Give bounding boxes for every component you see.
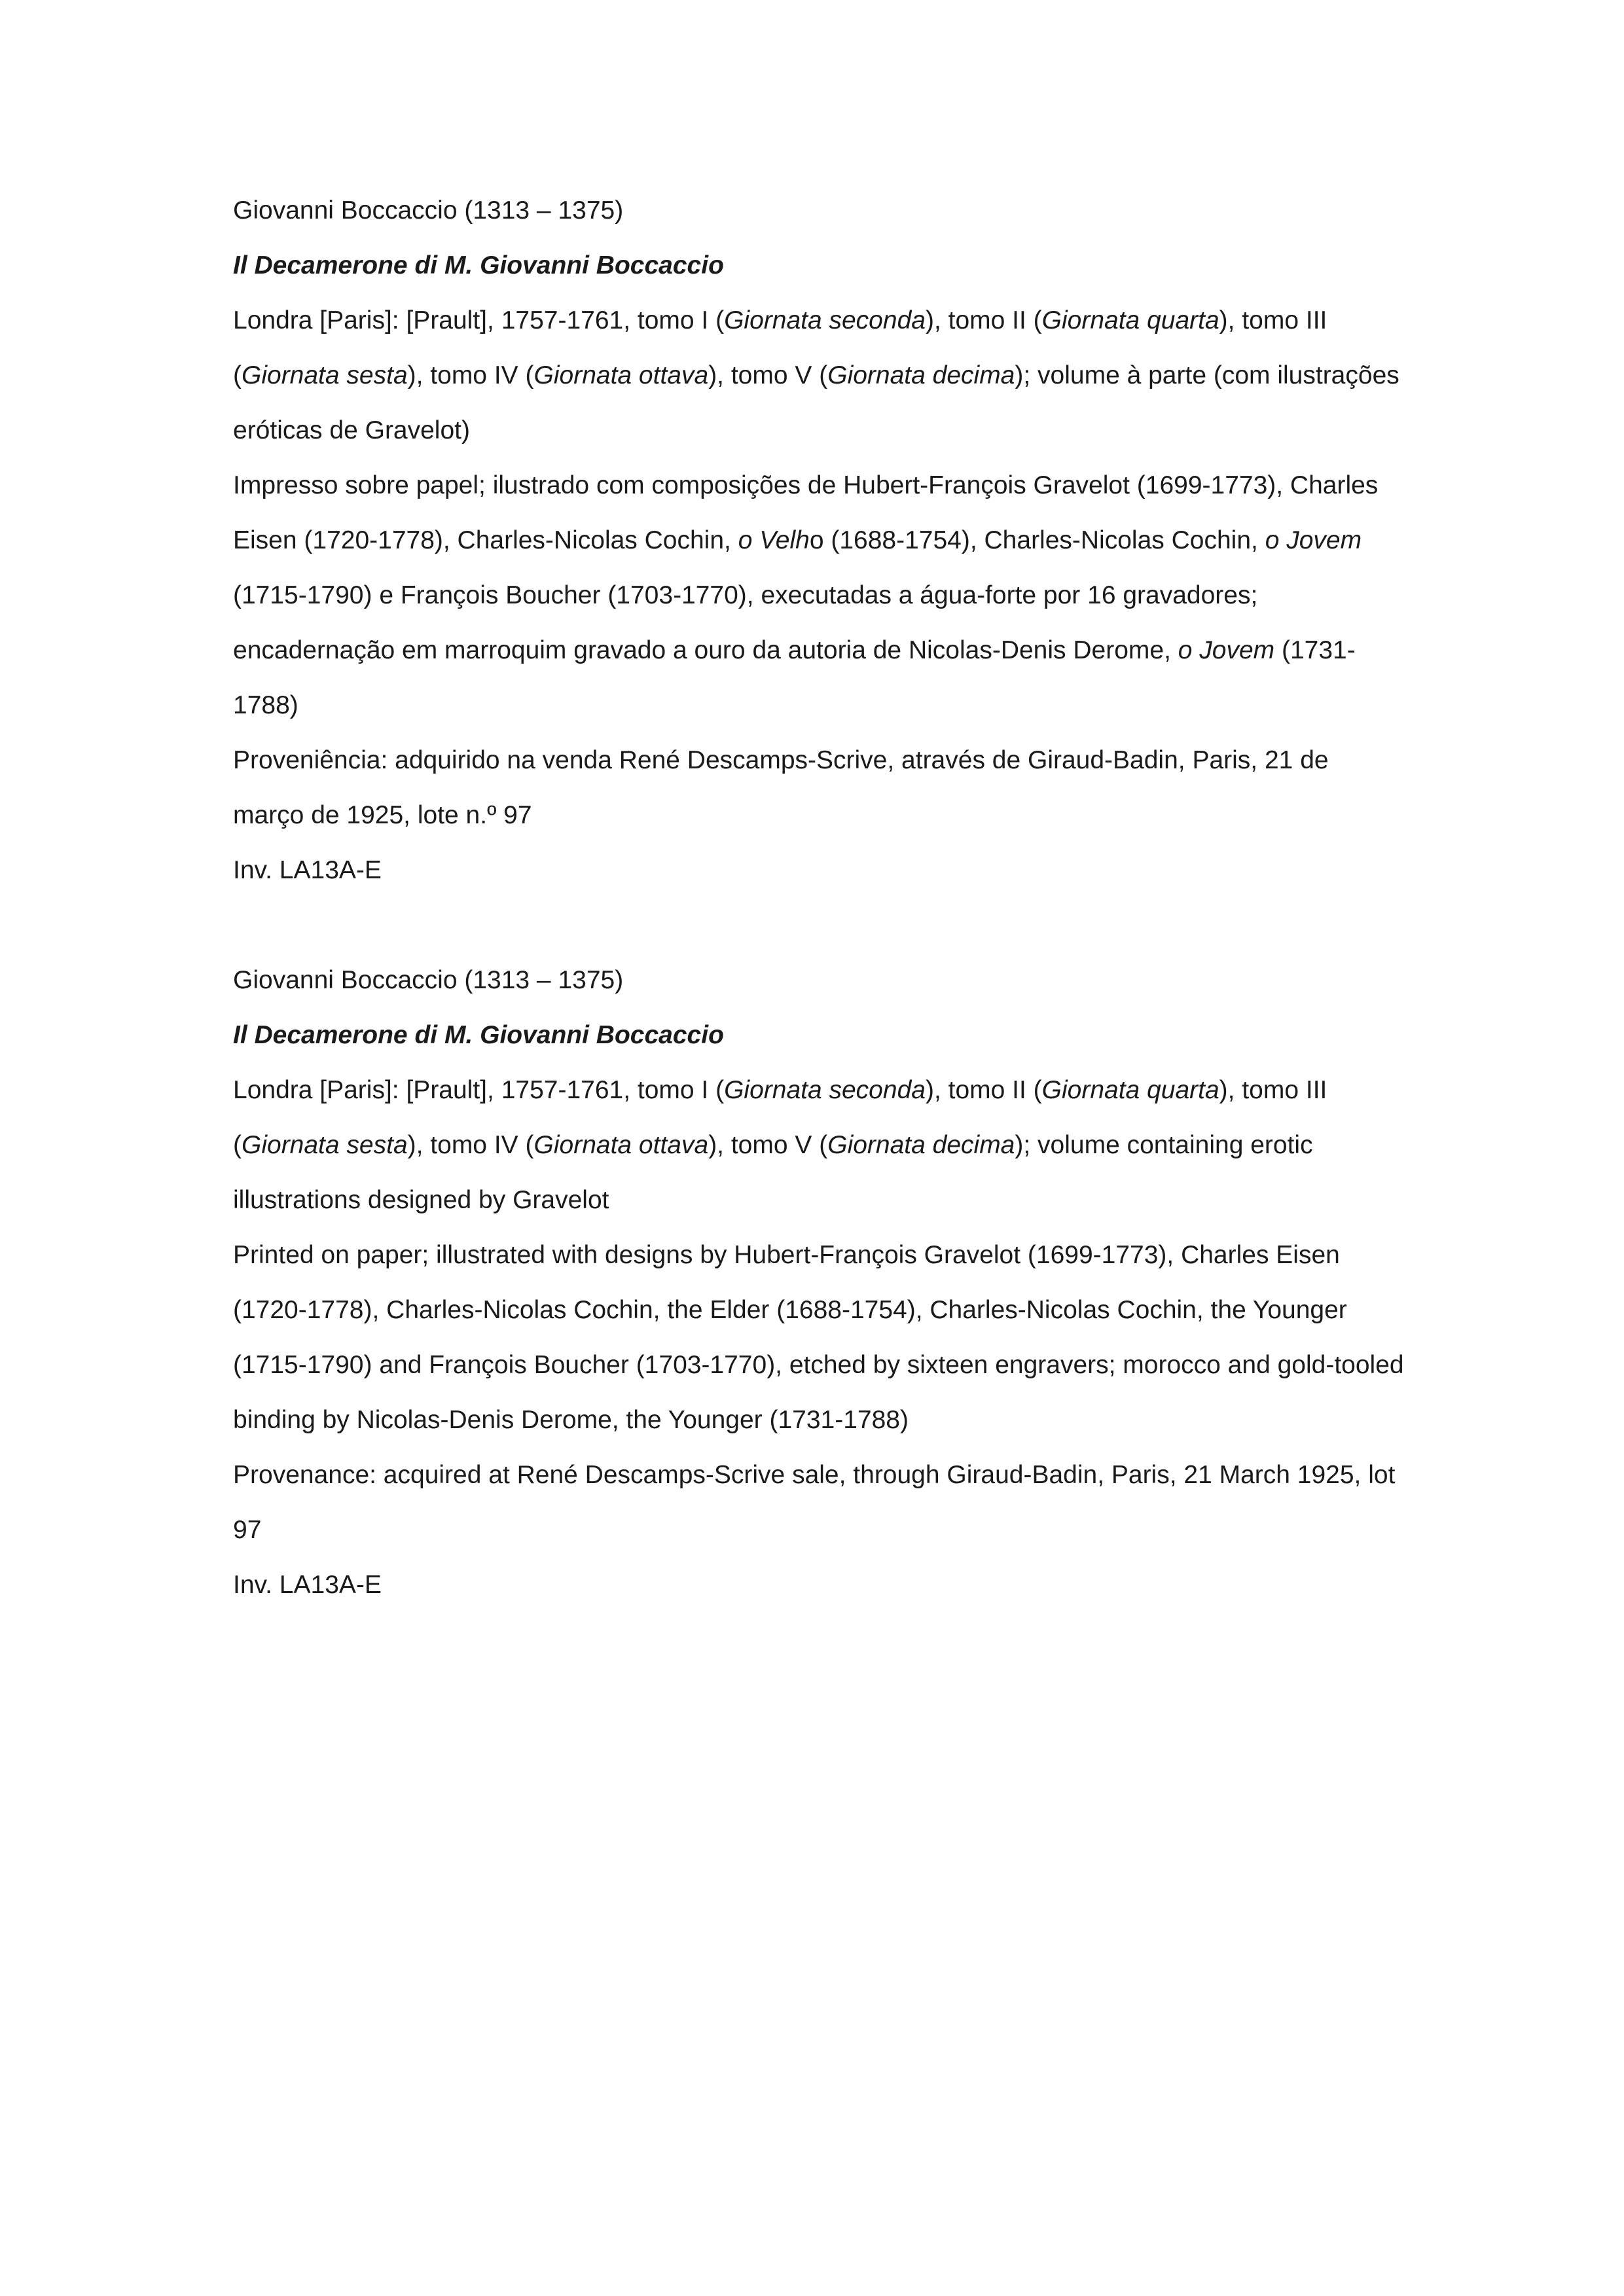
author-line: Giovanni Boccaccio (1313 – 1375) [233, 196, 624, 224]
description-italic: o Jovem [1265, 526, 1362, 554]
imprint-text: Londra [Paris]: [Prault], 1757-1761, tomo I ( [233, 1076, 725, 1104]
volume-title: Giornata ottava [533, 361, 709, 389]
volume-title: Giornata decima [827, 361, 1015, 389]
imprint-text: ), tomo IV ( [407, 1131, 534, 1159]
inventory-line: Inv. LA13A-E [233, 856, 382, 884]
imprint-text: ); volume à parte (com ilustrações eróticas de Gravelot) [233, 361, 1399, 444]
catalog-entry-pt [233, 183, 1405, 898]
volume-title: Giornata sesta [242, 361, 408, 389]
author-line: Giovanni Boccaccio (1313 – 1375) [233, 966, 624, 994]
inventory-line: Inv. LA13A-E [233, 1571, 382, 1599]
volume-title: Giornata seconda [724, 1076, 926, 1104]
description-text: (1731-1788) [233, 636, 1356, 719]
volume-title: Giornata quarta [1041, 306, 1219, 334]
imprint-line [233, 293, 1405, 458]
book-title: Il Decamerone di M. Giovanni Boccaccio [233, 1021, 724, 1049]
volume-title: Giornata quarta [1041, 1076, 1219, 1104]
document-page [233, 183, 1405, 1613]
catalog-entry-en [233, 953, 1405, 1613]
description-line: Printed on paper; illustrated with designs by Hubert-François Gravelot (1699-1773), Charles Eisen (1720-1778), Charles-Nicolas Cochin, the Elder (1688-1754), Charles-Nicolas Cochin, the Younger (1715-1790) and François Boucher (1703-1770), etched by sixteen engravers; morocco and gold-tooled binding by Nicolas-Denis Derome, the Younger (1731-1788) [233, 1241, 1404, 1434]
imprint-text: ), tomo V ( [708, 361, 828, 389]
provenance-line: Proveniência: adquirido na venda René Descamps-Scrive, através de Giraud-Badin, Paris, 21 de março de 1925, lote n.º 97 [233, 746, 1329, 829]
description-text: o (1688-1754), Charles-Nicolas Cochin, [809, 526, 1265, 554]
imprint-text: Londra [Paris]: [Prault], 1757-1761, tomo I ( [233, 306, 725, 334]
book-title: Il Decamerone di M. Giovanni Boccaccio [233, 251, 724, 279]
description-text: Impresso sobre papel; ilustrado com composições de Hubert-François Gravelot (1699-1773), Charles Eisen (1720-1778), Charles-Nicolas Cochin, [233, 471, 1379, 554]
description-text: (1715-1790) e François Boucher (1703-1770), executadas a água-forte por 16 gravadores; encadernação em marroquim gravado a ouro da autoria de Nicolas-Denis Derome, [233, 581, 1258, 664]
volume-title: Giornata sesta [242, 1131, 408, 1159]
description-italic: o Velh [738, 526, 810, 554]
imprint-text: ), tomo IV ( [407, 361, 534, 389]
volume-title: Giornata decima [827, 1131, 1015, 1159]
volume-title: Giornata seconda [724, 306, 926, 334]
imprint-text: ); volume containing erotic illustrations designed by Gravelot [233, 1131, 1313, 1214]
imprint-text: ), tomo III ( [233, 306, 1327, 389]
imprint-text: ), tomo II ( [925, 1076, 1042, 1104]
description-line [233, 458, 1405, 733]
provenance-line: Provenance: acquired at René Descamps-Scrive sale, through Giraud-Badin, Paris, 21 March 1925, lot 97 [233, 1461, 1396, 1544]
imprint-text: ), tomo III ( [233, 1076, 1327, 1159]
volume-title: Giornata ottava [533, 1131, 709, 1159]
imprint-text: ), tomo V ( [708, 1131, 828, 1159]
imprint-line [233, 1063, 1405, 1228]
imprint-text: ), tomo II ( [925, 306, 1042, 334]
description-italic: o Jovem [1178, 636, 1275, 664]
